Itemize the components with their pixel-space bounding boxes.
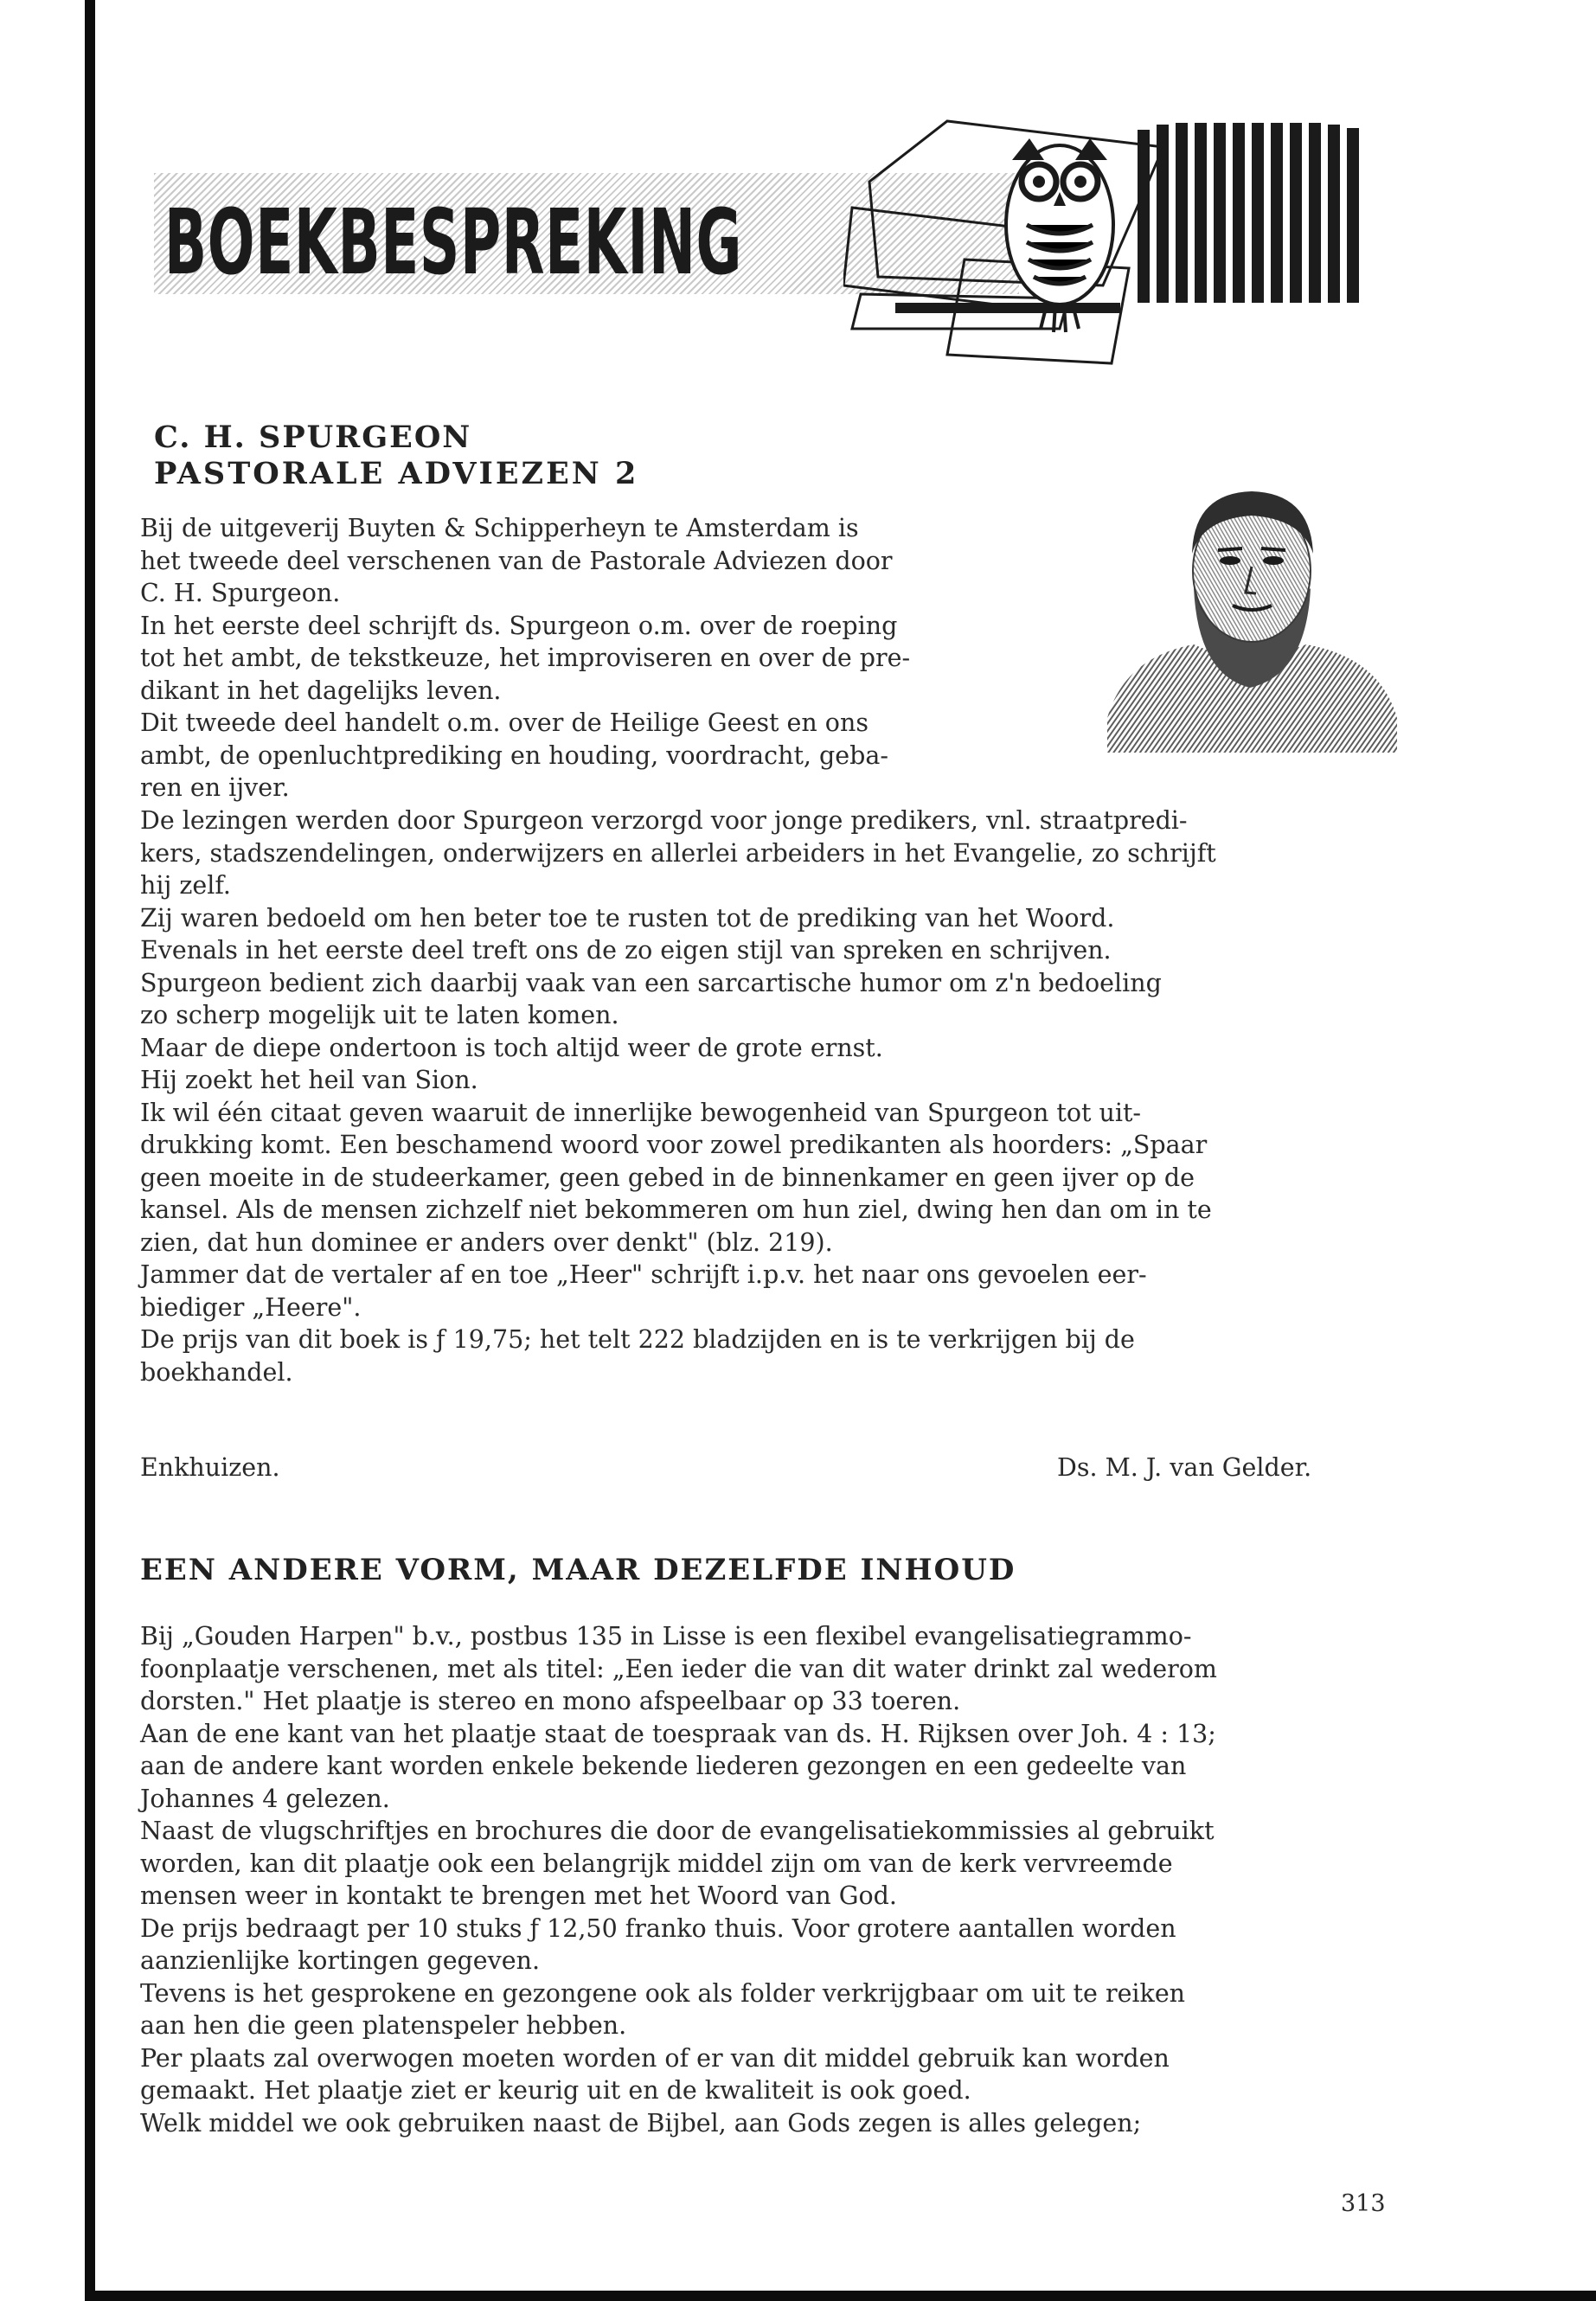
text-line: Hij zoekt het heil van Sion. [140,1066,478,1094]
text-line: drukking komt. Een beschamend woord voor zowel predikanten als hoorders: „Spaar [140,1131,1208,1159]
text-line: aan de andere kant worden enkele bekende liederen gezongen en een gedeelte van [140,1752,1187,1780]
review-title-heading: PASTORALE ADVIEZEN 2 [154,456,639,491]
text-line: geen moeite in de studeerkamer, geen gebed in de binnenkamer en geen ijver op de [140,1163,1195,1192]
text-line: Per plaats zal overwogen moeten worden of er van dit middel gebruik kan worden [140,2043,1170,2073]
text-line: dorsten." Het plaatje is stereo en mono afspeelbaar op 33 toeren. [140,1687,961,1715]
text-line: Dit tweede deel handelt o.m. over de Heilige Geest en ons [140,708,869,737]
text-line: Welk middel we ook gebruiken naast de Bijbel, aan Gods zegen is alles gelegen; [140,2108,1142,2138]
text-line: boekhandel. [140,1357,293,1387]
text-line: aan hen die geen platenspeler hebben. [140,2011,627,2040]
owl-book-emblem-icon [843,112,1380,372]
text-line: De prijs bedraagt per 10 stuks ƒ 12,50 franko thuis. Voor grotere aantallen worden [140,1913,1176,1943]
text-line: dikant in het dagelijks leven. [140,676,502,705]
text-line: ambt, de openluchtprediking en houding, voordracht, geba- [140,740,888,770]
text-line: foonplaatje verschenen, met als titel: „Een ieder die van dit water drinkt zal wederom [140,1654,1217,1683]
section-title: BOEKBESPREKING [164,189,743,295]
review2-title-heading: EEN ANDERE VORM, MAAR DEZELFDE INHOUD [140,1553,1016,1587]
text-line: Tevens is het gesprokene en gezongene ook als folder verkrijgbaar om uit te reiken [140,1978,1186,2008]
page-left-rule [85,0,95,2301]
review2-body [140,1620,1384,2139]
text-line: kansel. Als de mensen zichzelf niet bekommeren om hun ziel, dwing hen dan om in te [140,1195,1212,1224]
text-line: gemaakt. Het plaatje ziet er keurig uit en de kwaliteit is ook goed. [140,2076,971,2105]
text-line: zo scherp mogelijk uit te laten komen. [140,1001,619,1029]
text-line: Johannes 4 gelezen. [140,1784,390,1813]
text-line: Spurgeon bedient zich daarbij vaak van een sarcartische humor om z'n bedoeling [140,968,1162,997]
review-author-heading: C. H. SPURGEON [154,420,472,455]
text-line: aanzienlijke kortingen gegeven. [140,1946,541,1975]
reviewer-name: Ds. M. J. van Gelder. [1057,1453,1312,1482]
text-line: In het eerste deel schrijft ds. Spurgeon o.m. over de roeping [140,611,898,640]
review-place: Enkhuizen. [140,1453,280,1482]
text-line: ren en ijver. [140,773,290,802]
review1-intro-column [140,512,1033,804]
portrait-engraving-icon [1107,458,1397,753]
text-line: De lezingen werden door Spurgeon verzorgd voor jonge predikers, vnl. straatpredi- [140,806,1188,835]
text-line: kers, stadszendelingen, onderwijzers en allerlei arbeiders in het Evangelie, zo schrijft [140,838,1216,868]
text-line: mensen weer in kontakt te brengen met het Woord van God. [140,1881,897,1910]
text-line: Aan de ene kant van het plaatje staat de toespraak van ds. H. Rijksen over Joh. 4 : 13; [140,1719,1216,1748]
text-line: Zij waren bedoeld om hen beter toe te rusten tot de prediking van het Woord. [140,903,1115,933]
text-line: Evenals in het eerste deel treft ons de zo eigen stijl van spreken en schrijven. [140,936,1112,965]
text-line: biediger „Heere". [140,1292,362,1322]
text-line: Ik wil één citaat geven waaruit de innerlijke bewogenheid van Spurgeon tot uit- [140,1098,1142,1127]
text-line: Bij de uitgeverij Buyten & Schipperheyn te Amsterdam is [140,514,859,542]
text-line: tot het ambt, de tekstkeuze, het improviseren en over de pre- [140,644,911,672]
text-line: Naast de vlugschriftjes en brochures die door de evangelisatiekommissies al gebruikt [140,1817,1215,1845]
page-bottom-rule [85,2291,1596,2301]
text-line: hij zelf. [140,871,231,900]
text-line: De prijs van dit boek is ƒ 19,75; het telt 222 bladzijden en is te verkrijgen bij de [140,1325,1135,1354]
page-number: 313 [1341,2190,1386,2217]
text-line: zien, dat hun dominee er anders over denkt" (blz. 219). [140,1227,833,1257]
text-line: worden, kan dit plaatje ook een belangrijk middel zijn om van de kerk vervreemde [140,1849,1173,1878]
text-line: het tweede deel verschenen van de Pastorale Adviezen door [140,546,893,575]
text-line: C. H. Spurgeon. [140,579,341,607]
text-line: Bij „Gouden Harpen" b.v., postbus 135 in Lisse is een flexibel evangelisatiegrammo- [140,1622,1192,1650]
text-line: Jammer dat de vertaler af en toe „Heer" schrijft i.p.v. het naar ons gevoelen eer- [140,1260,1147,1289]
review1-body [140,804,1384,1388]
text-line: Maar de diepe ondertoon is toch altijd weer de grote ernst. [140,1033,883,1062]
